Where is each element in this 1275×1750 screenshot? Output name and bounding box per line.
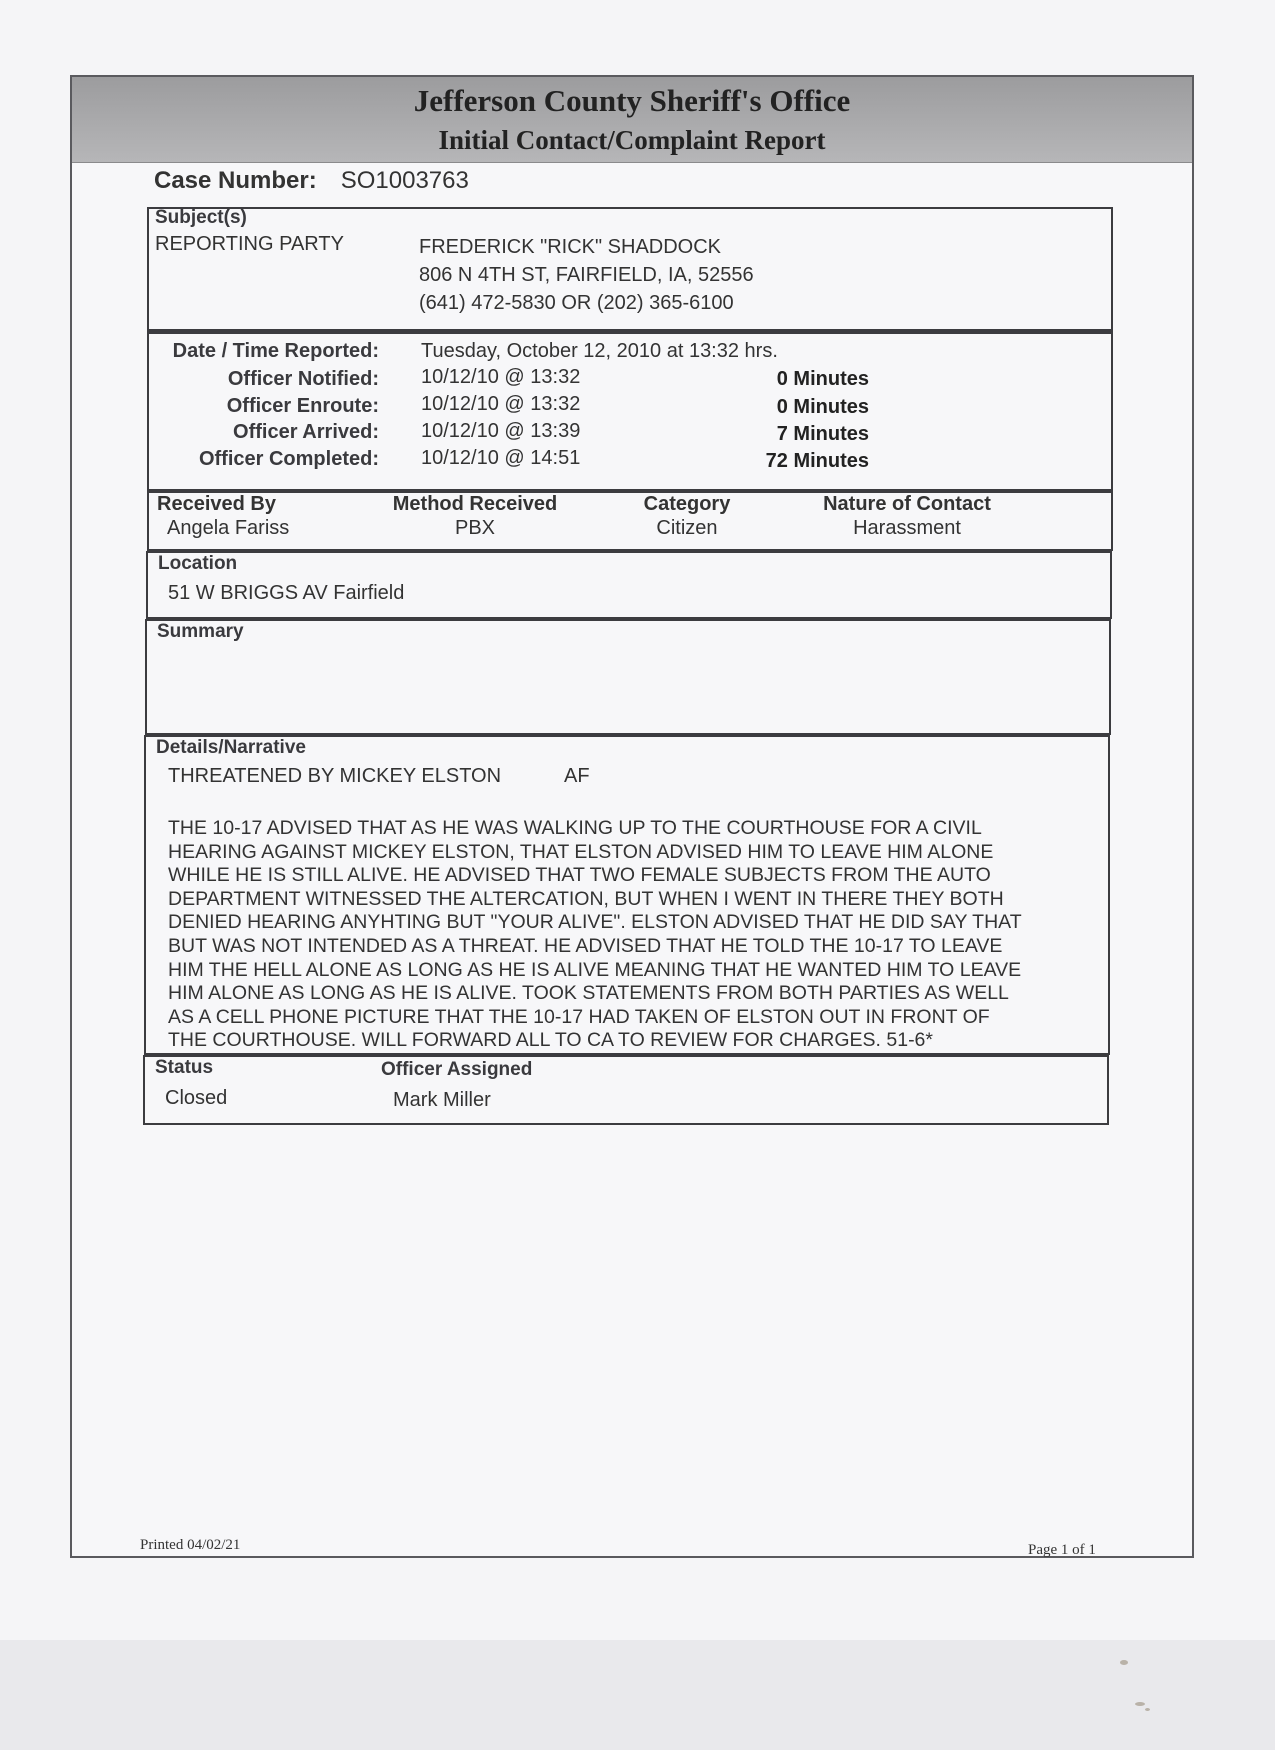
status-value: Closed bbox=[165, 1087, 228, 1109]
subject-phone: (641) 472-5830 OR (202) 365-6100 bbox=[419, 292, 734, 314]
report-title: Initial Contact/Complaint Report bbox=[438, 125, 826, 155]
summary-section bbox=[145, 619, 1111, 735]
subject-role: REPORTING PARTY bbox=[155, 233, 344, 255]
officer-assigned-value: Mark Miller bbox=[393, 1089, 491, 1111]
case-number-line bbox=[154, 167, 469, 195]
subjects-section bbox=[147, 207, 1113, 331]
method-label: Method Received bbox=[392, 493, 558, 515]
scan-speck bbox=[1135, 1702, 1145, 1706]
status-heading: Status bbox=[155, 1057, 214, 1078]
narrative-line: AS A CELL PHONE PICTURE THAT THE 10-17 HAD TAKEN OF ELSTON OUT IN FRONT OF bbox=[168, 1005, 990, 1028]
subject-name: FREDERICK "RICK" SHADDOCK bbox=[419, 236, 722, 258]
details-section bbox=[144, 735, 1110, 1055]
reported-label: Date / Time Reported: bbox=[172, 340, 379, 362]
notified-value: 10/12/10 @ 13:32 bbox=[421, 366, 581, 388]
printed-date: Printed 04/02/21 bbox=[140, 1537, 241, 1553]
method-value: PBX bbox=[454, 517, 496, 539]
narrative-line: HEARING AGAINST MICKEY ELSTON, THAT ELSTON ADVISED HIM TO LEAVE HIM ALONE bbox=[168, 840, 994, 863]
narrative-line: THE COURTHOUSE. WILL FORWARD ALL TO CA TO REVIEW FOR CHARGES. 51-6* bbox=[168, 1029, 933, 1052]
narrative-line: HIM ALONE AS LONG AS HE IS ALIVE. TOOK STATEMENTS FROM BOTH PARTIES AS WELL bbox=[168, 982, 1009, 1005]
location-value: 51 W BRIGGS AV Fairfield bbox=[168, 582, 405, 604]
arrived-value: 10/12/10 @ 13:39 bbox=[421, 420, 581, 442]
times-section bbox=[147, 331, 1113, 491]
narrative-line: THE 10-17 ADVISED THAT AS HE WAS WALKING UP TO THE COURTHOUSE FOR A CIVIL bbox=[168, 817, 982, 839]
narrative-line: BUT WAS NOT INTENDED AS A THREAT. HE ADVISED THAT HE TOLD THE 10-17 TO LEAVE bbox=[168, 934, 1003, 957]
subjects-heading: Subject(s) bbox=[155, 207, 247, 228]
completed-value: 10/12/10 @ 14:51 bbox=[421, 447, 581, 469]
enroute-label: Officer Enroute: bbox=[226, 395, 379, 417]
scan-background bbox=[0, 1640, 1275, 1750]
notified-label: Officer Notified: bbox=[227, 368, 379, 390]
category-label: Category bbox=[643, 493, 731, 515]
nature-label: Nature of Contact bbox=[823, 493, 991, 515]
method-column bbox=[375, 493, 575, 540]
received-by-value: Angela Fariss bbox=[167, 517, 290, 539]
completed-minutes: 72 Minutes bbox=[765, 450, 869, 472]
status-section bbox=[143, 1055, 1109, 1125]
report-header bbox=[72, 77, 1192, 163]
details-heading: Details/Narrative bbox=[156, 737, 306, 758]
narrative-line: WHILE HE IS STILL ALIVE. HE ADVISED THAT TWO FEMALE SUBJECTS FROM THE AUTO bbox=[168, 864, 991, 887]
location-heading: Location bbox=[158, 553, 238, 574]
reported-value: Tuesday, October 12, 2010 at 13:32 hrs. bbox=[421, 340, 778, 362]
arrived-minutes: 7 Minutes bbox=[776, 423, 869, 445]
arrived-label: Officer Arrived: bbox=[233, 421, 379, 443]
agency-name: Jefferson County Sheriff's Office bbox=[413, 83, 851, 118]
narrative-line: DENIED HEARING ANYHTING BUT "YOUR ALIVE". ELSTON ADVISED THAT HE DID SAY THAT bbox=[168, 911, 1022, 934]
enroute-minutes: 0 Minutes bbox=[776, 396, 869, 418]
enroute-value: 10/12/10 @ 13:32 bbox=[421, 393, 581, 415]
nature-column bbox=[809, 493, 1005, 540]
narrative-line: HIM THE HELL ALONE AS LONG AS HE IS ALIVE MEANING THAT HE WANTED HIM TO LEAVE bbox=[168, 958, 1022, 981]
case-number-value: SO1003763 bbox=[340, 167, 469, 194]
completed-label: Officer Completed: bbox=[198, 448, 379, 470]
received-by-label: Received By bbox=[157, 493, 276, 515]
details-initials: AF bbox=[564, 765, 590, 787]
report-frame bbox=[70, 75, 1194, 1558]
narrative-line: DEPARTMENT WITNESSED THE ALTERCATION, BUT WHEN I WENT IN THERE THEY BOTH bbox=[168, 887, 1004, 910]
category-column bbox=[627, 493, 747, 540]
scan-speck bbox=[1145, 1708, 1150, 1711]
scan-speck bbox=[1120, 1660, 1128, 1665]
nature-value: Harassment bbox=[853, 517, 961, 539]
summary-heading: Summary bbox=[157, 621, 244, 642]
page-number: Page 1 of 1 bbox=[1028, 1542, 1096, 1558]
details-first-line: THREATENED BY MICKEY ELSTON bbox=[168, 765, 502, 787]
details-narrative bbox=[168, 817, 1103, 1053]
officer-assigned-heading: Officer Assigned bbox=[381, 1059, 533, 1080]
category-value: Citizen bbox=[656, 517, 718, 539]
notified-minutes: 0 Minutes bbox=[776, 368, 869, 390]
received-section bbox=[147, 491, 1113, 551]
case-number-label: Case Number: bbox=[154, 167, 317, 194]
location-section bbox=[146, 551, 1112, 619]
subject-address: 806 N 4TH ST, FAIRFIELD, IA, 52556 bbox=[419, 264, 754, 286]
received-by-column bbox=[149, 493, 309, 540]
